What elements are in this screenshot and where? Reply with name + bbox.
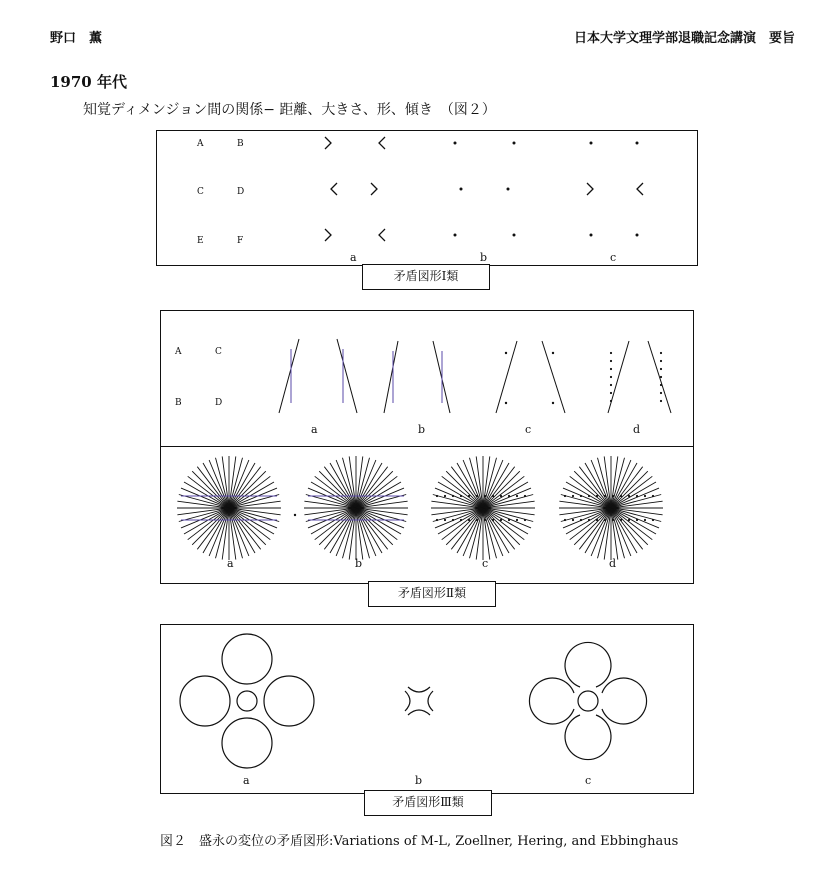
cut-circle-right <box>602 678 647 724</box>
dot <box>660 400 662 402</box>
dot <box>500 495 502 497</box>
dot <box>620 519 622 521</box>
type1-figure <box>157 131 697 265</box>
dot <box>508 519 510 521</box>
ebbinghaus-figure <box>161 625 693 793</box>
dot <box>628 519 630 521</box>
col-label-c: c <box>585 774 592 787</box>
label-D: D <box>237 187 245 197</box>
dot <box>505 402 507 404</box>
oblique-line <box>337 339 357 413</box>
arrow-mark <box>637 183 643 195</box>
dot <box>652 495 654 497</box>
col-label-d: d <box>633 423 641 436</box>
arrow-mark <box>379 229 385 241</box>
arrow-mark <box>379 137 385 149</box>
type2-lines-figure <box>161 311 693 447</box>
dot <box>636 519 638 521</box>
dot <box>660 384 662 386</box>
oblique-line <box>384 341 398 413</box>
starburst-figure <box>161 447 693 583</box>
dot <box>636 495 638 497</box>
dot <box>444 495 446 497</box>
dot <box>452 519 454 521</box>
dot <box>564 495 566 497</box>
dot <box>454 234 457 237</box>
dot <box>484 495 486 497</box>
center-circle <box>237 691 257 711</box>
col-label-c: c <box>525 423 532 436</box>
dot <box>492 495 494 497</box>
dot <box>610 400 612 402</box>
arc-mark <box>428 691 433 711</box>
dot <box>580 495 582 497</box>
label-E: E <box>197 236 204 246</box>
dot <box>660 376 662 378</box>
oblique-line <box>648 341 671 413</box>
dot <box>500 519 502 521</box>
arc-mark <box>408 687 430 692</box>
dot <box>660 360 662 362</box>
panel-type2-lines <box>160 310 694 448</box>
event-title: 日本大学文理学部退職記念講演 要旨 <box>574 31 796 46</box>
arc-mark <box>408 710 430 715</box>
starburst-group <box>177 456 663 560</box>
dot <box>452 495 454 497</box>
dot <box>513 142 516 145</box>
col-label-a: a <box>227 557 234 570</box>
dot <box>612 495 614 497</box>
dot <box>436 519 438 521</box>
oblique-line <box>279 339 299 413</box>
dot <box>476 495 478 497</box>
label-C: C <box>215 347 222 357</box>
panel-type1 <box>156 130 698 266</box>
dot <box>468 495 470 497</box>
arc-mark <box>405 691 410 711</box>
dot <box>507 188 510 191</box>
author-name: 野口 薫 <box>50 31 103 46</box>
dot <box>552 352 554 354</box>
dot <box>660 392 662 394</box>
dot <box>508 495 510 497</box>
arrow-mark <box>371 183 377 195</box>
arrow-mark <box>325 229 331 241</box>
outer-circle <box>180 676 230 726</box>
dot <box>590 234 593 237</box>
dot <box>468 519 470 521</box>
dot <box>610 392 612 394</box>
dot <box>660 368 662 370</box>
arrow-mark <box>325 137 331 149</box>
dot <box>596 519 598 521</box>
outer-circle <box>264 676 314 726</box>
dot <box>610 360 612 362</box>
dot <box>636 234 639 237</box>
dot <box>620 495 622 497</box>
arrow-mark <box>331 183 337 195</box>
col-label-b: b <box>480 251 488 264</box>
col-label-b: b <box>418 423 426 436</box>
dot <box>596 495 598 497</box>
dot <box>604 519 606 521</box>
col-label-c: c <box>482 557 489 570</box>
dot <box>436 495 438 497</box>
dot <box>454 142 457 145</box>
dot <box>628 495 630 497</box>
cut-circle-top <box>565 642 611 687</box>
section-subtitle: 知覚ディメンジョン間の関係− 距離、大きさ、形、傾き （図２） <box>83 102 496 118</box>
col-label-b: b <box>355 557 363 570</box>
label-A: A <box>197 139 204 149</box>
label-D: D <box>215 398 223 408</box>
dot <box>294 514 296 516</box>
panel-type3 <box>160 624 694 794</box>
dot <box>460 188 463 191</box>
dot <box>610 384 612 386</box>
col-label-c: c <box>610 251 617 264</box>
cut-circle-bottom <box>565 715 611 760</box>
panel-type2-starbursts <box>160 446 694 584</box>
dot <box>572 495 574 497</box>
dot <box>513 234 516 237</box>
cut-circle-left <box>529 678 574 724</box>
caption-type1: 矛盾図形Ⅰ類 <box>362 264 490 290</box>
dot <box>580 519 582 521</box>
col-label-b: b <box>415 774 423 787</box>
dot <box>552 402 554 404</box>
label-B: B <box>175 398 182 408</box>
dot <box>588 495 590 497</box>
dot <box>660 352 662 354</box>
dot <box>516 519 518 521</box>
dot <box>610 368 612 370</box>
col-label-a: a <box>350 251 357 264</box>
dot <box>588 519 590 521</box>
label-C: C <box>197 187 204 197</box>
dot <box>610 376 612 378</box>
dot <box>572 519 574 521</box>
outer-circle <box>222 634 272 684</box>
dot <box>484 519 486 521</box>
dot <box>505 352 507 354</box>
figure-caption: 図２ 盛永の変位の矛盾図形:Variations of M-L, Zoellner, Hering, and Ebbinghaus <box>160 834 679 849</box>
col-label-a: a <box>311 423 318 436</box>
label-B: B <box>237 139 244 149</box>
dot <box>590 142 593 145</box>
center-circle <box>578 691 598 711</box>
label-F: F <box>237 236 244 246</box>
dot <box>492 519 494 521</box>
dot <box>460 519 462 521</box>
dot <box>524 519 526 521</box>
arrow-mark <box>587 183 593 195</box>
dot <box>612 519 614 521</box>
dot <box>636 142 639 145</box>
dot <box>610 352 612 354</box>
dot <box>460 495 462 497</box>
dot <box>564 519 566 521</box>
col-label-d: d <box>609 557 617 570</box>
label-A: A <box>175 347 182 357</box>
dot <box>516 495 518 497</box>
dot <box>604 495 606 497</box>
caption-type2: 矛盾図形Ⅱ類 <box>368 581 496 607</box>
section-year: 1970 年代 <box>50 73 127 91</box>
dot <box>476 519 478 521</box>
outer-circle <box>222 718 272 768</box>
dot <box>524 495 526 497</box>
dot <box>644 495 646 497</box>
col-label-a: a <box>243 774 250 787</box>
dot <box>644 519 646 521</box>
dot <box>444 519 446 521</box>
dot <box>652 519 654 521</box>
caption-type3: 矛盾図形Ⅲ類 <box>364 790 492 816</box>
